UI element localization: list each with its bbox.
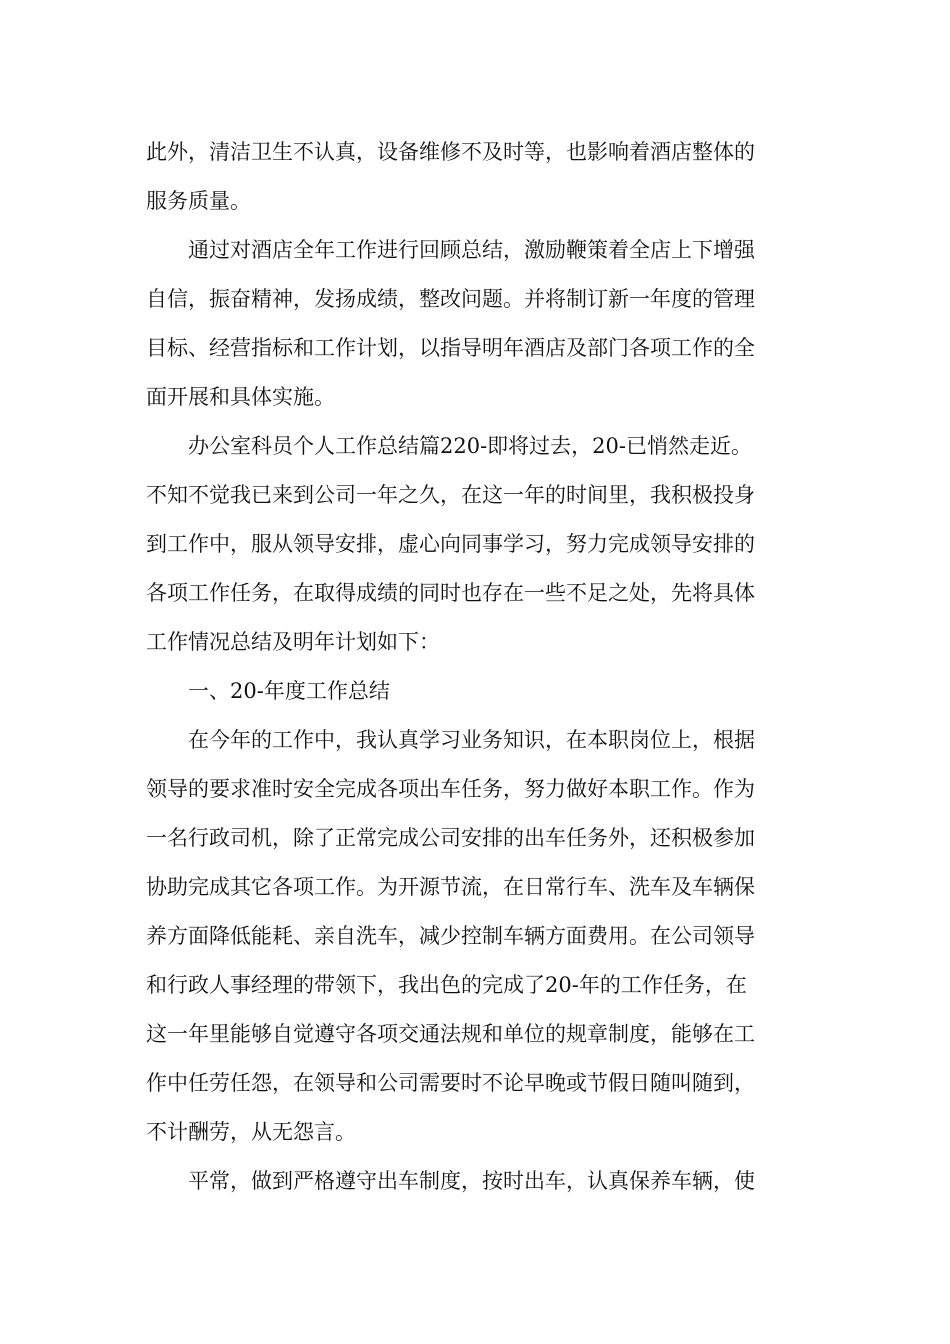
text-line: 不计酬劳，从无怨言。 bbox=[146, 1120, 356, 1144]
text-line: 各项工作任务，在取得成绩的同时也存在一些不足之处，先将具体 bbox=[146, 581, 755, 605]
text-line: 一名行政司机，除了正常完成公司安排的出车任务外，还积极参加 bbox=[146, 826, 755, 850]
paragraph-start-line: 在今年的工作中，我认真学习业务知识，在本职岗位上，根据 bbox=[188, 728, 755, 752]
text-line: 自信，振奋精神，发扬成绩，整改问题。并将制订新一年度的管理 bbox=[146, 287, 755, 311]
text-line: 此外，清洁卫生不认真，设备维修不及时等，也影响着酒店整体的 bbox=[146, 140, 755, 164]
text-line: 到工作中，服从领导安排，虚心向同事学习，努力完成领导安排的 bbox=[146, 532, 755, 556]
text-line: 这一年里能够自觉遵守各项交通法规和单位的规章制度，能够在工 bbox=[146, 1022, 755, 1046]
text-line: 养方面降低能耗、亲自洗车，减少控制车辆方面费用。在公司领导 bbox=[146, 924, 755, 948]
text-line: 服务质量。 bbox=[146, 189, 251, 213]
section-heading: 一、20-年度工作总结 bbox=[188, 679, 390, 703]
text-line: 作中任劳任怨，在领导和公司需要时不论早晚或节假日随叫随到， bbox=[146, 1071, 755, 1095]
text-line: 工作情况总结及明年计划如下： bbox=[146, 630, 440, 654]
text-line: 不知不觉我已来到公司一年之久，在这一年的时间里，我积极投身 bbox=[146, 483, 755, 507]
document-body bbox=[146, 128, 812, 1206]
paragraph-start-line: 办公室科员个人工作总结篇220-即将过去，20-已悄然走近。 bbox=[188, 434, 752, 458]
text-line: 面开展和具体实施。 bbox=[146, 385, 335, 409]
paragraph-start-line: 平常，做到严格遵守出车制度，按时出车，认真保养车辆，使 bbox=[188, 1169, 755, 1193]
paragraph-start-line: 通过对酒店全年工作进行回顾总结，激励鞭策着全店上下增强 bbox=[188, 238, 755, 262]
text-line: 领导的要求准时安全完成各项出车任务，努力做好本职工作。作为 bbox=[146, 777, 755, 801]
text-line: 协助完成其它各项工作。为开源节流，在日常行车、洗车及车辆保 bbox=[146, 875, 755, 899]
text-line: 和行政人事经理的带领下，我出色的完成了20-年的工作任务，在 bbox=[146, 973, 747, 997]
text-line: 目标、经营指标和工作计划，以指导明年酒店及部门各项工作的全 bbox=[146, 336, 755, 360]
